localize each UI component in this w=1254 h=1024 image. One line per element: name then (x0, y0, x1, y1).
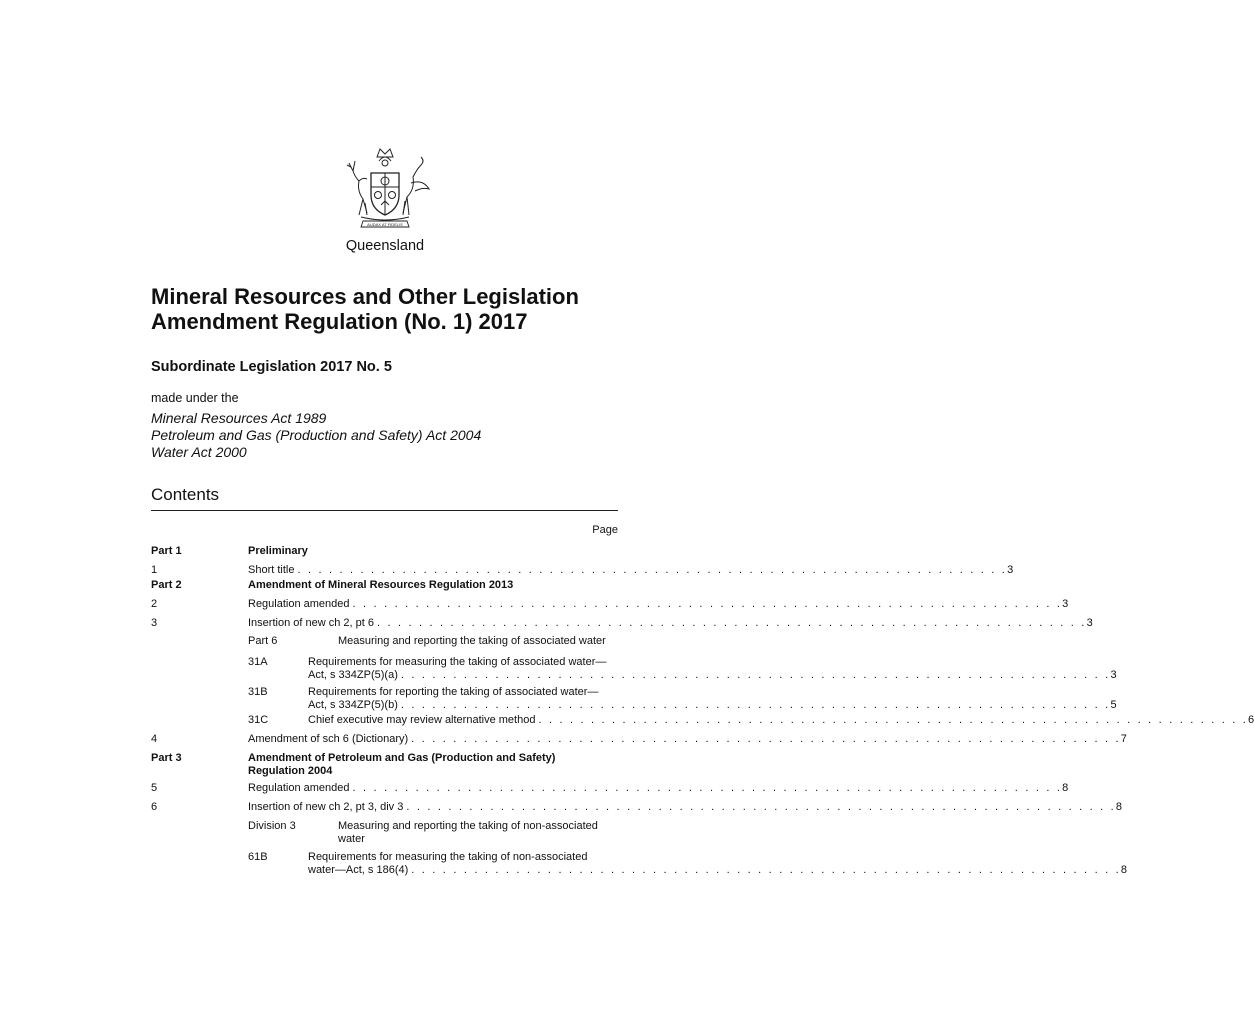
toc-subentry-leader (308, 669, 1117, 682)
toc-subentry-line: Requirements for measuring the taking of associated water— (308, 656, 607, 668)
crest-motto: AUDAX AT FIDELIS (367, 221, 403, 227)
toc-number: 2 (151, 598, 158, 610)
dot-leader: . . . . . . . . . . . . . . . . . . . . . . . . . . . . . . . . . . . . . . . . . . . . . . . . . . . . . . . . . . . . . . . . . . . . (352, 782, 1063, 794)
dot-leader: . . . . . . . . . . . . . . . . . . . . . . . . . . . . . . . . . . . . . . . . . . . . . . . . . . . . . . . . . . . . . . . . . . . . (406, 801, 1116, 813)
title-line-1: Mineral Resources and Other Legislation (151, 284, 579, 309)
dot-leader: . . . . . . . . . . . . . . . . . . . . . . . . . . . . . . . . . . . . . . . . . . . . . . . . . . . . . . . . . . . . . . . . . . . . (352, 598, 1063, 610)
toc-subentry-label: 31C (248, 714, 269, 726)
toc-subentry-text (308, 686, 1117, 712)
act-item: Mineral Resources Act 1989 (151, 410, 327, 426)
toc-page-number: 3 (1007, 564, 1014, 576)
toc-page-number: 8 (1062, 782, 1069, 794)
toc-entry-title: Chief executive may review alternative method (308, 714, 536, 726)
toc-subentry-label: Part 6 (248, 635, 278, 647)
toc-entry-line: Amendment of Petroleum and Gas (Production and Safety) (248, 752, 556, 764)
toc-entry-title: Regulation amended (248, 598, 350, 610)
toc-entry-line (248, 564, 1014, 577)
dot-leader: . . . . . . . . . . . . . . . . . . . . . . . . . . . . . . . . . . . . . . . . . . . . . . . . . . . . . . . . . . . . . . . . . . . . (376, 617, 1087, 629)
toc-page-number: 7 (1120, 733, 1127, 745)
toc-subentry-line: Requirements for measuring the taking of non-associated (308, 851, 588, 863)
toc-subentry-label: 31A (248, 656, 268, 668)
page-column-header: Page (592, 524, 618, 536)
toc-number: 5 (151, 782, 158, 794)
toc-entry-line: Regulation 2004 (248, 765, 333, 777)
toc-subentry-text (338, 635, 618, 648)
toc-number: Part 3 (151, 752, 182, 764)
dot-leader: . . . . . . . . . . . . . . . . . . . . . . . . . . . . . . . . . . . . . . . . . . . . . . . . . . . . . . . . . . . . . . . . . . . . (411, 864, 1121, 876)
toc-subentry-text (338, 820, 618, 846)
toc-entry (248, 579, 618, 592)
toc-entry-line (248, 617, 1093, 630)
toc-entry-title: Amendment of sch 6 (Dictionary) (248, 733, 409, 745)
title-line-2: Amendment Regulation (No. 1) 2017 (151, 309, 528, 334)
document-title (151, 284, 671, 334)
toc-page-number: 3 (1062, 598, 1069, 610)
toc-subentry-line (308, 864, 1127, 877)
toc-number: 3 (151, 617, 158, 629)
toc-page-number: 5 (1110, 699, 1117, 711)
toc-subentry-line (308, 699, 1117, 712)
toc-entry-title: Act, s 334ZP(5)(b) (308, 699, 398, 711)
dot-leader: . . . . . . . . . . . . . . . . . . . . . . . . . . . . . . . . . . . . . . . . . . . . . . . . . . . . . . . . . . . . . . . . . . . . (400, 669, 1111, 681)
toc-page-number: 3 (1110, 669, 1117, 681)
toc-entry-line: Amendment of Mineral Resources Regulation 2013 (248, 579, 514, 591)
toc-number: Part 1 (151, 545, 182, 557)
toc-number: 4 (151, 733, 158, 745)
toc-subentry-leader (308, 714, 1254, 727)
toc-subentry-line: water (338, 833, 365, 845)
toc-entry-line (248, 801, 1123, 814)
toc-subentry-text (308, 656, 1117, 682)
toc-entry-line (248, 733, 1127, 746)
toc-subentry-label: 31B (248, 686, 268, 698)
toc-subentry-text (308, 714, 1254, 727)
contents-divider (151, 510, 618, 511)
toc-entry (248, 752, 618, 778)
toc-subentry-line: Requirements for reporting the taking of associated water— (308, 686, 599, 698)
contents-heading: Contents (151, 485, 220, 504)
toc-entry-line: Preliminary (248, 545, 308, 557)
toc-page-number: 8 (1115, 801, 1123, 813)
made-under-label: made under the (151, 391, 239, 405)
toc-number: 1 (151, 564, 158, 576)
toc-page-number: 3 (1086, 617, 1093, 629)
act-item: Petroleum and Gas (Production and Safety) Act 2004 (151, 427, 482, 443)
toc-entry-title: Insertion of new ch 2, pt 6 (248, 617, 374, 629)
queensland-coat-of-arms-icon (333, 143, 437, 235)
toc-subentry-label: 61B (248, 851, 268, 863)
toc-number: Part 2 (151, 579, 182, 591)
toc-entry (248, 545, 618, 558)
toc-entry-title: Short title (248, 564, 295, 576)
toc-subentry-line: Measuring and reporting the taking of associated water (338, 635, 606, 647)
toc-entry-title: water—Act, s 186(4) (308, 864, 409, 876)
dot-leader: . . . . . . . . . . . . . . . . . . . . . . . . . . . . . . . . . . . . . . . . . . . . . . . . . . . . . . . . . . . . . . . . . . . . (538, 714, 1249, 726)
toc-subentry-leader (308, 699, 1117, 712)
toc-number: 6 (151, 801, 158, 813)
toc-subentry-line (308, 714, 1254, 727)
act-item: Water Act 2000 (151, 444, 247, 460)
toc-entry-title: Insertion of new ch 2, pt 3, div 3 (248, 801, 404, 813)
toc-page-number: 8 (1120, 864, 1127, 876)
toc-page-number: 6 (1248, 714, 1254, 726)
toc-subentry-label: Division 3 (248, 820, 296, 832)
toc-entry-title: Regulation amended (248, 782, 350, 794)
enabling-acts-list (151, 410, 481, 461)
toc-subentry-line (308, 669, 1117, 682)
toc-subentry-line: Measuring and reporting the taking of non-associated (338, 820, 598, 832)
toc-entry-title: Act, s 334ZP(5)(a) (308, 669, 398, 681)
dot-leader: . . . . . . . . . . . . . . . . . . . . . . . . . . . . . . . . . . . . . . . . . . . . . . . . . . . . . . . . . . . . . . . . . . . . (400, 699, 1111, 711)
toc-entry-line (248, 598, 1069, 611)
toc-subentry-text (308, 851, 1127, 877)
subordinate-legislation-number: Subordinate Legislation 2017 No. 5 (151, 359, 392, 375)
toc-entry-line (248, 782, 1069, 795)
state-name: Queensland (345, 238, 425, 254)
toc-subentry-leader (308, 864, 1127, 877)
dot-leader: . . . . . . . . . . . . . . . . . . . . . . . . . . . . . . . . . . . . . . . . . . . . . . . . . . . . . . . . . . . . . . . . . . . . (297, 564, 1008, 576)
dot-leader: . . . . . . . . . . . . . . . . . . . . . . . . . . . . . . . . . . . . . . . . . . . . . . . . . . . . . . . . . . . . . . . . . . . . (411, 733, 1121, 745)
